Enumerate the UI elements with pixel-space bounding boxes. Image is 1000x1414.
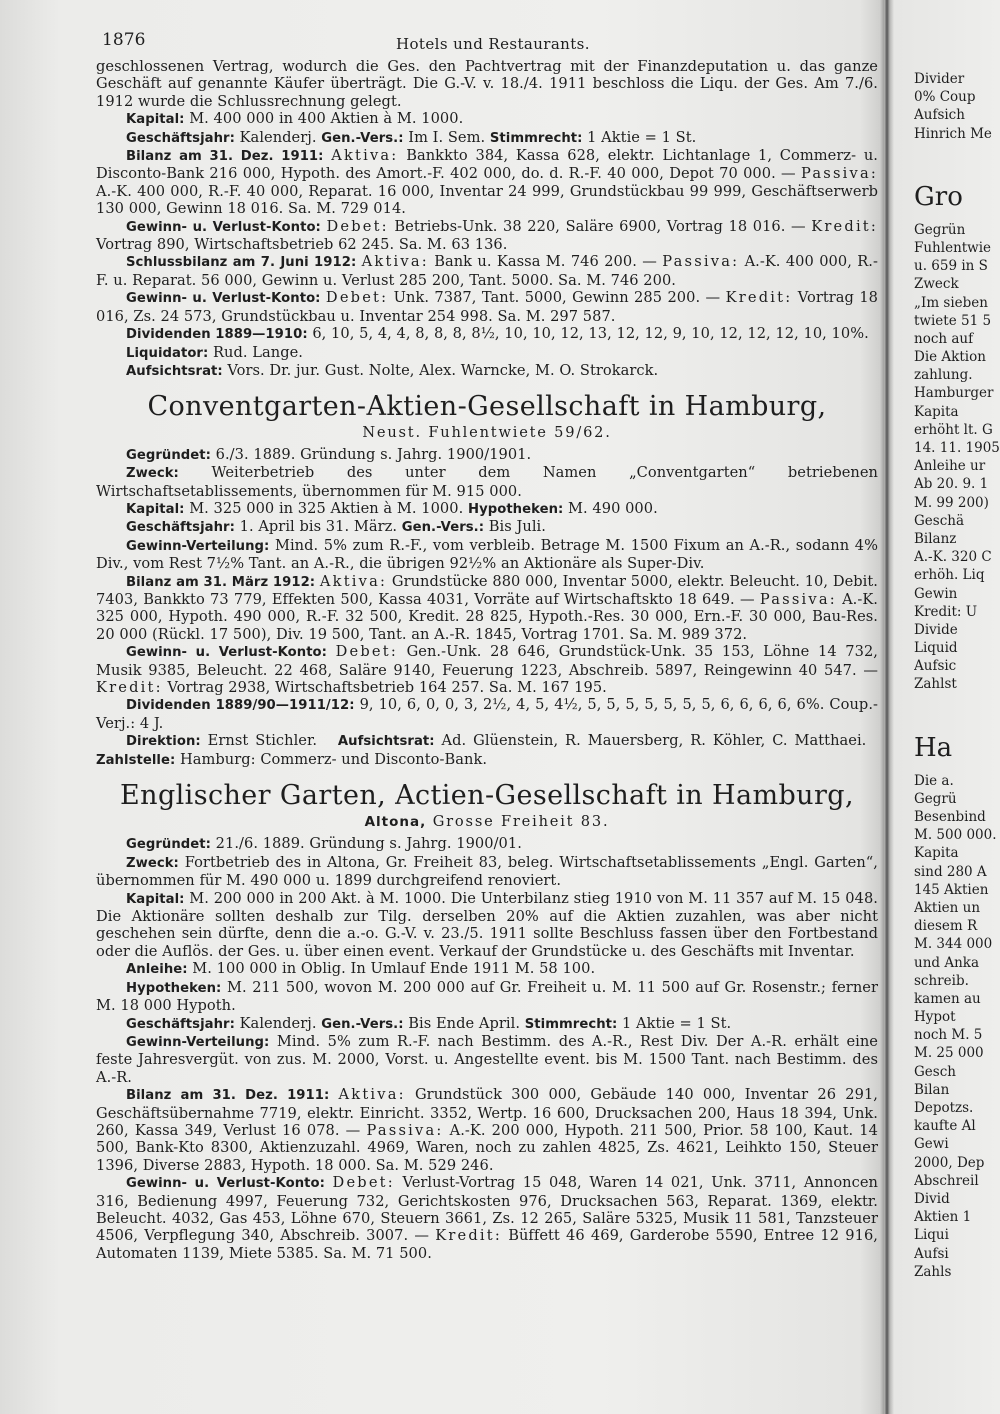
gewinn-verteilung-value: Mind. 5% zum R.-F., vom verbleib. Betrage M. 1500 Fixum an A.-R., sodann 4% Div., vom Rest 7½% Tant. an A.-R., die übrigen 92½% an Aktionäre als Super-Div. (96, 536, 878, 573)
zahlstelle-label: Zahlstelle: (96, 752, 176, 768)
zahlstelle-value: Hamburg: Commerz- und Disconto-Bank. (179, 750, 488, 768)
adjacent-fragment: Hypot (914, 1009, 956, 1026)
adjacent-fragment: Zweck (914, 276, 959, 293)
adjacent-fragment: Fuhlentwie (914, 239, 992, 256)
adjacent-fragment: Zahlst (914, 676, 957, 693)
adjacent-fragment: 14. 11. 1905 (914, 440, 1000, 456)
zweck-label: Zweck: (126, 466, 179, 482)
gewinn-verteilung-value: Mind. 5% zum R.-F. nach Bestimm. des A.-R., Rest Div. Der A.-R. erhält eine feste Jahresvergüt. von zus. M. 2000, Vorst. u. Angestellte event. bis M. 1500 Tant. nach Bestimm. des A.-R. (96, 1032, 878, 1086)
gegruendet-line (96, 835, 878, 853)
kapital-line (96, 500, 878, 518)
address-street: Grosse Freiheit 83. (432, 813, 610, 831)
bilanz-aktiva: Bankkto 384, Kassa 628, elektr. Lichtanlage 1, Commerz- u. Disconto-Bank 216 000, Hypoth. des Amort.-F. 402 000, do. d. R.-F. 40 000, Depot 70 000. — (96, 147, 878, 183)
genvers-label: Gen.-Vers.: (401, 520, 485, 536)
adjacent-fragment: Aktien un (914, 899, 981, 916)
adjacent-fragment: erhöh. Liq (914, 567, 985, 584)
geschaeftsjahr-label: Geschäftsjahr: (126, 130, 235, 146)
main-column (96, 28, 878, 1262)
page-header (96, 28, 878, 58)
geschaeftsjahr-label: Geschäftsjahr: (126, 520, 235, 536)
zweck-value: Weiterbetrieb des unter dem Namen „Conventgarten“ betriebenen Wirtschaftsetablissements, übernommen für M. 915 000. (96, 464, 878, 500)
adjacent-fragment: Die a. (914, 772, 954, 789)
genvers-value: Bis Juli. (488, 518, 546, 536)
adjacent-fragment: Geschä (914, 512, 965, 529)
genvers-value: Bis Ende April. (408, 1014, 521, 1032)
adjacent-fragment: Kapita (914, 403, 959, 420)
adjacent-fragment: Gegrü (914, 790, 957, 807)
genvers-value: Im I. Sem. (408, 128, 486, 146)
adjacent-fragment: M. 344 000 (914, 936, 993, 953)
guv-line (96, 1174, 878, 1262)
gegruendet-value: 21./6. 1889. Gründung s. Jahrg. 1900/01. (215, 835, 522, 853)
adjacent-fragment: Die Aktion (914, 349, 986, 366)
debet-word: Debet: (326, 217, 389, 235)
guv-kredit: Vortrag 18 016, Zs. 24 573, Grundstückbau u. Inventar 254 998. Sa. M. 297 587. (96, 289, 878, 325)
guv-kredit: Vortrag 2938, Wirtschaftsbetrieb 164 257. Sa. M. 167 195. (167, 679, 607, 696)
bilanz-label: Bilanz am 31. März 1912: (126, 574, 316, 590)
adjacent-fragment: Liquid (914, 640, 958, 657)
kapital-line (96, 110, 878, 128)
stimmrecht-label: Stimmrecht: (524, 1016, 618, 1032)
adjacent-fragment: u. 659 in S (914, 258, 988, 275)
kredit-word: Kredit: (811, 217, 878, 235)
bilanz-label: Bilanz am 31. Dez. 1911: (126, 1088, 330, 1104)
kapital-value: M. 200 000 in 200 Akt. à M. 1000. Die Unterbilanz stieg 1910 von M. 11 357 auf M. 15 048. Die Aktionäre sollten deshalb zur Tilg. derselben 20% auf die Aktien zuzahlen, was aber nicht geschehen sein dürfte, denn die a.-o. G.-V. v. 23./5. 1911 sollte Beschluss fassen über den Fortbestand oder die Auflös. der Ges. u. über einen event. Verkauf der Grundstücke u. des Geschäfts mit Inventar. (96, 889, 878, 960)
liquidator-line (96, 344, 878, 362)
bilanz-passiva: A.-K. 325 000, Hypoth. 490 000, R.-F. 32 500, Kredit. 28 825, Hypoth.-Res. 30 000, Ern.-F. 30 000, Bau-Res. 20 000 (Rückl. 17 500), Div. 19 500, Tant. an A.-R. 1845, Vortrag 1701. Sa. M. 989 372. (96, 590, 878, 643)
adjacent-fragment: M. 25 000 (914, 1045, 984, 1062)
schlussbilanz-line (96, 253, 878, 289)
schlussbilanz-label: Schlussbilanz am 7. Juni 1912: (126, 255, 357, 271)
anleihe-line (96, 960, 878, 978)
geschaeftsjahr-label: Geschäftsjahr: (126, 1016, 235, 1032)
anleihe-label: Anleihe: (126, 962, 188, 978)
adjacent-fragment: kamen au (914, 990, 981, 1007)
schlussbilanz-aktiva: Bank u. Kassa M. 746 200. — (434, 253, 657, 271)
bilanz-label: Bilanz am 31. Dez. 1911: (126, 149, 324, 165)
gegruendet-line (96, 446, 878, 464)
intro-text: geschlossenen Vertrag, wodurch die Ges. den Pachtvertrag mit der Finanzdeputation u. das ganze Geschäft auf genannte Käufer überträgt. Die G.-V. v. 18./4. 1911 beschloss die Liqu. der Ges. Am 7./6. 1912 wurde die Schlussrechnung gelegt. (96, 58, 878, 110)
kapital-value: M. 325 000 in 325 Aktien à M. 1000. (189, 499, 464, 517)
adjacent-fragment: Zahls (914, 1263, 952, 1280)
hypotheken-line (96, 979, 878, 1015)
genvers-label: Gen.-Vers.: (321, 1016, 404, 1032)
guv-debet: Verlust-Vortrag 15 048, Waren 14 021, Unk. 3711, Annoncen 316, Bedienung 4997, Feuerung 732, Gerichtskosten 976, Drucksachen 563, Reparat. 1369, elektr. Beleucht. 4032, Gas 453, Löhne 670, Steuern 3661, Zs. 12 265, Saläre 5325, Musik 11 581, Tanzsteuer 4506, Verpflegung 340, Abschreib. 3007. — (96, 1174, 878, 1245)
zweck-line (96, 854, 878, 890)
guv-2-line (96, 289, 878, 325)
adjacent-fragment: kaufte Al (914, 1118, 976, 1135)
geschaeftsjahr-line (96, 518, 878, 536)
passiva-word: Passiva: (759, 590, 837, 608)
adjacent-fragment: Kredit: U (914, 603, 978, 620)
adjacent-fragment: und Anka (914, 954, 979, 971)
aufsichtsrat-value: Vors. Dr. jur. Gust. Nolte, Alex. Warncke, M. O. Strokarck. (227, 361, 659, 379)
liquidator-value: Rud. Lange. (213, 343, 303, 361)
guv-label: Gewinn- u. Verlust-Konto: (126, 219, 321, 235)
direktion-line (96, 732, 878, 769)
adjacent-fragment: Gewi (914, 1136, 949, 1153)
liquidator-label: Liquidator: (126, 345, 209, 361)
adjacent-fragment: 2000, Dep (914, 1154, 985, 1171)
kapital-label: Kapital: (126, 501, 185, 517)
adjacent-fragment: Ab 20. 9. 1 (914, 476, 989, 493)
zweck-label: Zweck: (126, 855, 179, 871)
hypotheken-label: Hypotheken: (467, 501, 564, 517)
adjacent-fragment: zahlung. (914, 367, 973, 384)
adjacent-fragment: Hinrich Me (914, 125, 992, 142)
adjacent-fragment: Aufsi (914, 1245, 949, 1262)
running-title: Hotels und Restaurants. (396, 35, 590, 53)
debet-word: Debet: (335, 643, 398, 661)
adjacent-fragment: noch M. 5 (914, 1027, 983, 1044)
stimmrecht-label: Stimmrecht: (489, 130, 583, 146)
aktiva-word: Aktiva: (338, 1086, 406, 1104)
geschaeftsjahr-value: Kalenderj. (239, 128, 317, 146)
adjacent-fragment: Divider (914, 71, 965, 87)
kapital-label: Kapital: (126, 112, 185, 128)
company-title: Englischer Garten, Actien-Gesellschaft in Hamburg, (120, 780, 854, 812)
bilanz-passiva: A.-K. 400 000, R.-F. 40 000, Reparat. 16 000, Inventar 24 999, Grundstückbau 99 999, Geschäftserwerb 130 000, Gewinn 18 016. Sa. M. 729 014. (96, 182, 878, 218)
adjacent-fragment: twiete 51 5 (914, 312, 992, 329)
guv-line (96, 643, 878, 696)
bilanz-line (96, 573, 878, 644)
guv-label: Gewinn- u. Verlust-Konto: (126, 1176, 325, 1192)
debet-word: Debet: (325, 289, 389, 307)
adjacent-page-fragments (914, 70, 1000, 1281)
gewinn-verteilung-line (96, 537, 878, 573)
guv-label: Gewinn- u. Verlust-Konto: (126, 291, 321, 307)
page-gutter-shadow (884, 0, 890, 1414)
guv-debet: Unk. 7387, Tant. 5000, Gewinn 285 200. — (393, 289, 721, 307)
dividenden-line (96, 696, 878, 732)
aktiva-word: Aktiva: (361, 253, 429, 271)
schlussbilanz-passiva: A.-K. 400 000, R.-F. u. Reparat. 56 000, Gewinn u. Verlust 285 200, Tant. 5000. Sa. M. 746 200. (96, 253, 878, 289)
adjacent-fragment: Kapita (914, 845, 959, 862)
gewinn-verteilung-label: Gewinn-Verteilung: (126, 1034, 270, 1050)
hypotheken-value: M. 211 500, wovon M. 200 000 auf Gr. Freiheit u. M. 11 500 auf Gr. Rosenstr.; ferner M. 18 000 Hypoth. (96, 978, 878, 1015)
kapital-label: Kapital: (126, 891, 185, 907)
adjacent-fragment: Besenbind (914, 809, 986, 825)
guv-1-line (96, 218, 878, 254)
adjacent-fragment: Ha (914, 732, 953, 763)
dividenden-value: 9, 10, 6, 0, 0, 3, 2½, 4, 5, 4½, 5, 5, 5, 5, 5, 5, 5, 6, 6, 6, 6, 6%. Coup.-Verj.: 4 J. (96, 696, 878, 732)
adjacent-fragment: M. 500 000. (914, 827, 997, 844)
debet-word: Debet: (332, 1174, 395, 1192)
adjacent-fragment: Gesch (914, 1063, 956, 1080)
adjacent-fragment: Bilan (914, 1081, 950, 1098)
aktiva-word: Aktiva: (319, 572, 388, 590)
guv-debet: Betriebs-Unk. 38 220, Saläre 6900, Vortrag 18 016. — (394, 217, 806, 235)
geschaeftsjahr-line (96, 129, 878, 147)
englischer-garten-entry (96, 779, 878, 1262)
hypotheken-value: M. 490 000. (568, 499, 658, 517)
address-city: Altona, (364, 814, 427, 831)
gegruendet-label: Gegründet: (126, 447, 211, 463)
kapital-value: M. 400 000 in 400 Aktien à M. 1000. (189, 110, 464, 128)
zweck-line (96, 464, 878, 500)
adjacent-fragment: Divid (914, 1190, 950, 1207)
genvers-label: Gen.-Vers.: (321, 130, 404, 146)
adjacent-fragment: Abschreil (914, 1172, 979, 1189)
adjacent-fragment: Gro (914, 181, 963, 212)
gewinn-verteilung-label: Gewinn-Verteilung: (126, 538, 270, 554)
adjacent-fragment: noch auf (914, 330, 974, 347)
company-address (96, 813, 878, 831)
kredit-word: Kredit: (96, 679, 163, 696)
bilanz-1911-line (96, 147, 878, 218)
aufsichtsrat-label: Aufsichtsrat: (126, 363, 223, 379)
adjacent-fragment: Gewin (914, 585, 958, 602)
adjacent-fragment: A.-K. 320 C (914, 549, 992, 566)
gegruendet-value: 6./3. 1889. Gründung s. Jahrg. 1900/1901. (215, 445, 532, 463)
adjacent-fragment: Divide (914, 621, 958, 638)
dividenden-value: 6, 10, 5, 4, 4, 8, 8, 8, 8½, 10, 10, 12, 13, 12, 12, 9, 10, 12, 12, 12, 10, 10%. (312, 325, 869, 343)
zweck-value: Fortbetrieb des in Altona, Gr. Freiheit 83, beleg. Wirtschaftsetablissements „Engl. Garten“, übernommen für M. 490 000 u. 1899 durchgreifend renoviert. (96, 853, 878, 890)
fragment-spacer (914, 694, 1000, 724)
anleihe-value: M. 100 000 in Oblig. In Umlauf Ende 1911 M. 58 100. (192, 960, 596, 978)
bilanz-aktiva: Grundstück 300 000, Gebäude 140 000, Inventar 26 291, Geschäftsübernahme 7719, elektr. Einricht. 3352, Wertp. 16 600, Drucksachen 200, Haus 18 394, Unk. 260, Kassa 349, Verlust 16 078. — (96, 1086, 878, 1139)
previous-entry-intro (96, 58, 878, 110)
company-address: Neust. Fuhlentwiete 59/62. (362, 424, 612, 442)
adjacent-fragment: M. 99 200) (914, 494, 989, 511)
adjacent-fragment: Bilanz (914, 530, 957, 547)
adjacent-fragment: Gegrün (914, 221, 966, 238)
stimmrecht-value: 1 Aktie = 1 St. (622, 1014, 732, 1032)
adjacent-fragment: Hamburger (914, 385, 994, 402)
passiva-word: Passiva: (801, 165, 878, 183)
bilanz-passiva: A.-K. 200 000, Hypoth. 211 500, Prior. 58 100, Kaut. 14 500, Bank-Kto 8300, Aktienzuzahl. 4969, Waren, noch zu zahlen 4825, Zs. 4621, Leihkto 150, Steuer 1396, Diverse 2883, Hypoth. 18 000. Sa. M. 529 246. (96, 1121, 878, 1174)
geschaeftsjahr-value: Kalenderj. (239, 1014, 317, 1032)
gegruendet-label: Gegründet: (126, 837, 211, 853)
adjacent-fragment: sind 280 A (914, 863, 987, 880)
adjacent-fragment: Aufsich (914, 107, 965, 124)
page-number: 1876 (102, 30, 146, 50)
adjacent-fragment: schreib. (914, 972, 969, 989)
guv-kredit: Büffett 46 469, Garderobe 5590, Entree 12 916, Automaten 1139, Miete 5385. Sa. M. 71 500. (96, 1227, 878, 1262)
previous-entry (96, 58, 878, 380)
bilanz-line (96, 1086, 878, 1174)
conventgarten-entry (96, 390, 878, 769)
adjacent-fragment: Aktien 1 (914, 1209, 972, 1226)
adjacent-fragment: 145 Aktien (914, 881, 989, 898)
guv-debet: Gen.-Unk. 28 646, Grundstück-Unk. 35 153, Löhne 14 732, Musik 9385, Beleucht. 22 468, Saläre 9140, Feuerung 1223, Abschreib. 5897, Reingewinn 40 547. — (96, 643, 878, 679)
aktiva-word: Aktiva: (331, 147, 399, 165)
gewinn-verteilung-line (96, 1033, 878, 1086)
aufsichtsrat-line (96, 362, 878, 380)
kredit-word: Kredit: (435, 1227, 502, 1245)
passiva-word: Passiva: (662, 253, 740, 271)
adjacent-fragment: „Im sieben (914, 294, 988, 311)
stimmrecht-value: 1 Aktie = 1 St. (587, 128, 697, 146)
kapital-line (96, 890, 878, 961)
hypotheken-label: Hypotheken: (126, 980, 222, 996)
passiva-word: Passiva: (366, 1121, 444, 1139)
adjacent-fragment: 0% Coup (914, 89, 976, 106)
bilanz-aktiva: Grundstücke 880 000, Inventar 5000, elektr. Beleucht. 10, Debit. 7403, Bankkto 73 779, Effekten 500, Kassa 4031, Vorräte auf Wirtschaftskto 18 649. — (96, 572, 878, 608)
adjacent-fragment: Liqui (914, 1227, 949, 1244)
dividenden-line (96, 325, 878, 343)
company-title: Conventgarten-Aktien-Gesellschaft in Hamburg, (147, 391, 827, 423)
adjacent-fragment: Aufsic (914, 658, 957, 675)
fragment-spacer (914, 143, 1000, 173)
direktion-value: Ernst Stichler. (207, 732, 318, 750)
dividenden-label: Dividenden 1889—1910: (126, 327, 308, 343)
adjacent-fragment: Anleihe ur (914, 458, 986, 475)
adjacent-fragment: erhöht lt. G (914, 421, 993, 438)
guv-label: Gewinn- u. Verlust-Konto: (126, 645, 327, 661)
adjacent-fragment: Depotzs. (914, 1100, 974, 1116)
direktion-label: Direktion: (126, 734, 201, 750)
aufsichtsrat-label: Aufsichtsrat: (337, 734, 435, 750)
guv-kredit: Vortrag 890, Wirtschaftsbetrieb 62 245. Sa. M. 63 136. (96, 236, 508, 254)
kredit-word: Kredit: (725, 289, 793, 307)
aufsichtsrat-value: Ad. Glüenstein, R. Mauersberg, R. Köhler, C. Matthaei. (441, 732, 867, 750)
dividenden-label: Dividenden 1889/90—1911/12: (126, 698, 355, 714)
adjacent-fragment: diesem R (914, 918, 978, 935)
geschaeftsjahr-line (96, 1015, 878, 1033)
geschaeftsjahr-value: 1. April bis 31. März. (239, 518, 398, 536)
